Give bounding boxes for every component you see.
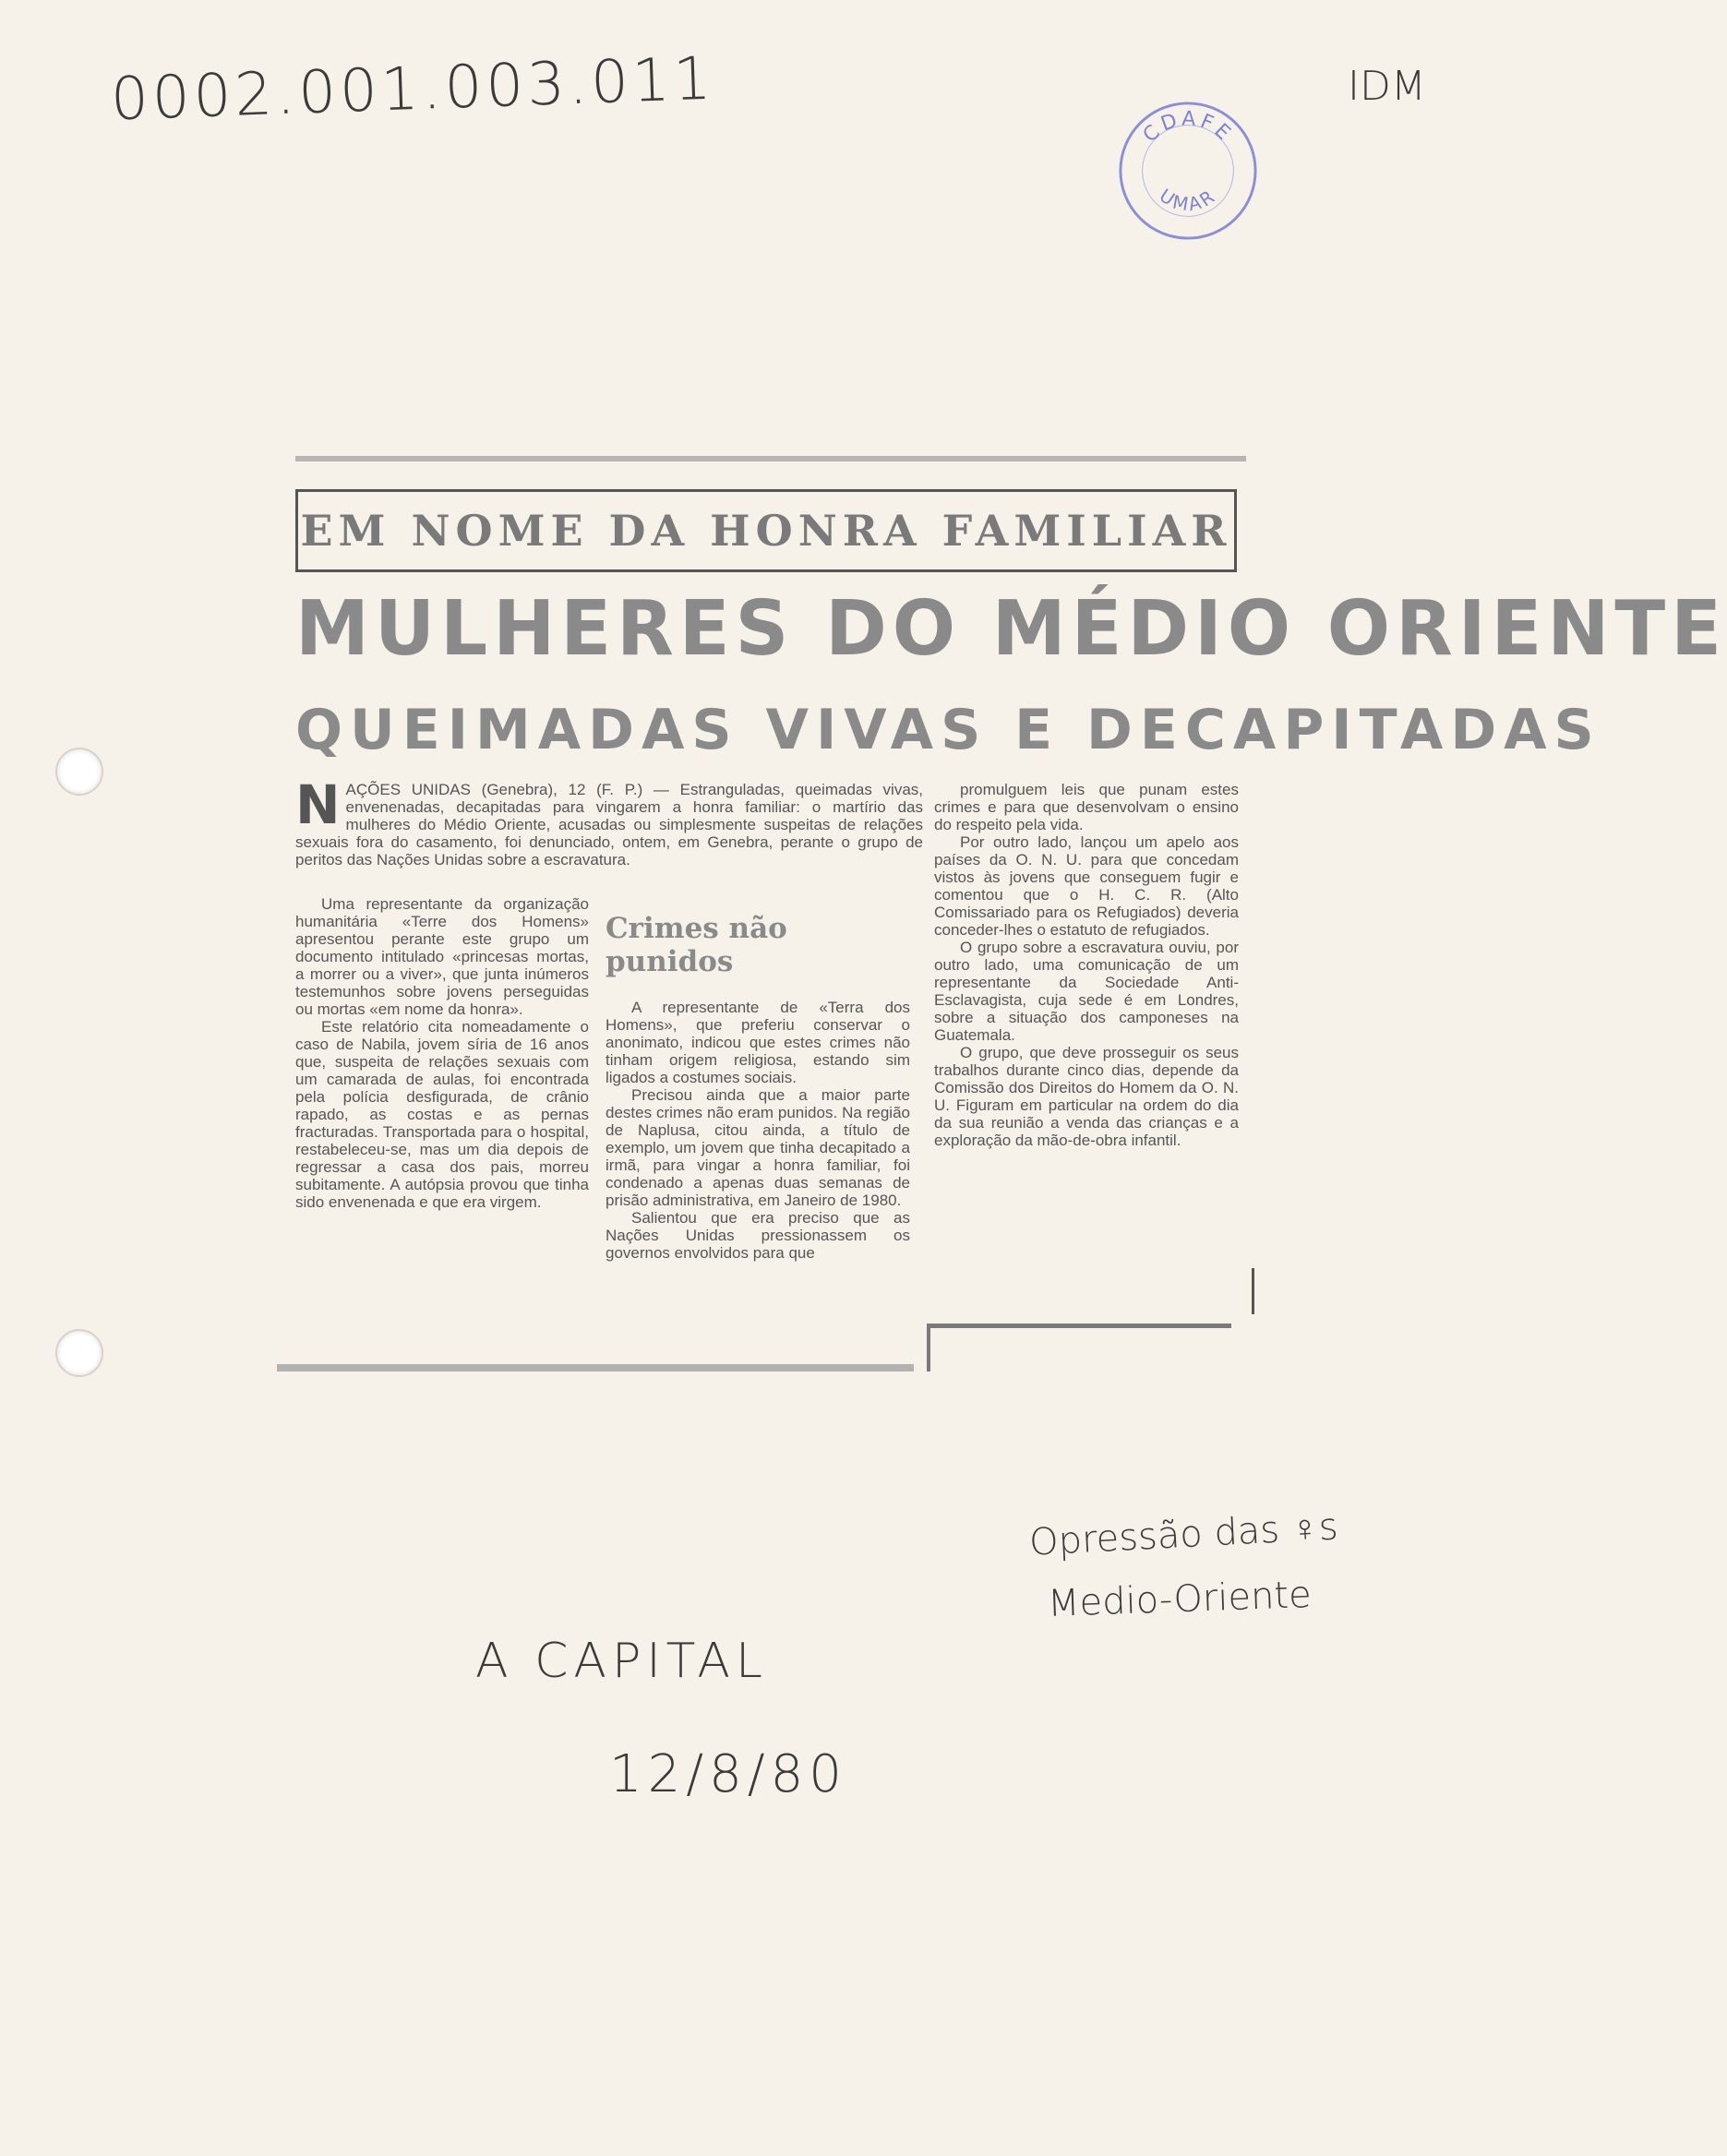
newspaper-clipping xyxy=(277,456,1727,1379)
svg-text:UMAR xyxy=(1156,185,1220,215)
drop-cap: N xyxy=(295,773,341,836)
punch-hole-lower xyxy=(55,1329,103,1377)
subheadline: QUEIMADAS VIVAS E DECAPITADAS xyxy=(295,698,1601,762)
corner-rule-vertical xyxy=(927,1324,930,1371)
headline: MULHERES DO MÉDIO ORIENTE xyxy=(295,585,1727,673)
column-1-paragraph-2: Este relatório cita nomeadamente o caso de Nabila, jovem síria de 16 anos que, suspeita de relações sexuais com um camarada de aulas, foi encontrada pela polícia desfigurada, de crânio rapado, as costas e as pernas fracturadas. Transportada para o hospital, restabeleceu-se, mas um dia depois de regressar a casa dos pais, morreu subitamente. A autópsia provou que tinha sido envenenada e que era virgem. xyxy=(295,1018,589,1211)
source-handwriting: A CAPITAL xyxy=(475,1634,768,1689)
cdafe-umar-stamp xyxy=(1115,98,1261,244)
stamp-bottom-text: UMAR xyxy=(1155,185,1221,216)
initials-handwriting: IDM xyxy=(1348,63,1426,110)
topic-note-line-2: Medio-Oriente xyxy=(1047,1574,1313,1625)
column-2-paragraph-3: Salientou que era preciso que as Nações Unidas pressionassem os governos envolvidos para que xyxy=(606,1209,910,1262)
column-1-paragraph-1: Uma representante da organização humanitária «Terre dos Homens» apresentou perante este grupo um documento intitulado «princesas mortas, a morrer ou a viver», que junta inúmeros testemunhos sobre jovens perseguidas ou mortas «em nome da honra». xyxy=(295,895,589,1018)
column-edge-rule xyxy=(1252,1268,1254,1314)
date-handwriting: 12/8/80 xyxy=(609,1744,847,1804)
stamp-top-text: CDAFE xyxy=(1138,107,1238,148)
lead-paragraph xyxy=(295,773,923,868)
lead-text: AÇÕES UNIDAS (Genebra), 12 (F. P.) — Estranguladas, queimadas vivas, envenenadas, decapitadas para vingarem a honra familiar: o martírio das mulheres do Médio Oriente, acusadas ou simplesmente suspeitas de relações sexuais fora do casamento, foi denunciado, ontem, em Genebra, perante o grupo de peritos das Nações Unidas sobre a escravatura. xyxy=(295,781,923,868)
crosshead: Crimes não punidos xyxy=(606,912,787,978)
archive-code-handwriting: 0002.001.003.011 xyxy=(109,44,716,135)
column-2-paragraph-2: Precisou ainda que a maior parte destes crimes não eram punidos. Na região de Naplusa, citou ainda, a título de exemplo, um jovem que tinha decapitado a irmã, para vingar a honra familiar, foi condenado a apenas duas semanas de prisão administrativa, em Janeiro de 1980. xyxy=(606,1086,910,1209)
corner-rule-horizontal xyxy=(927,1324,1231,1328)
kicker: EM NOME DA HONRA FAMILIAR xyxy=(300,506,1232,556)
column-3-paragraph-1: promulguem leis que punam estes crimes e para que desenvolvam o ensino do respeito pela vida. xyxy=(934,781,1239,833)
column-3-paragraph-3: O grupo sobre a escravatura ouviu, por outro lado, uma comunicação de um representante da Sociedade Anti-Esclavagista, cuja sede é em Londres, sobre a situação dos camponeses na Guatemala. xyxy=(934,939,1239,1044)
column-3-paragraph-4: O grupo, que deve prosseguir os seus trabalhos durante cinco dias, depende da Comissão dos Direitos do Homem da O. N. U. Figuram em particular na ordem do dia da sua reunião a venda das crianças e a exploração da mão-de-obra infantil. xyxy=(934,1044,1239,1149)
column-2 xyxy=(606,999,910,1262)
kicker-box xyxy=(295,489,1237,572)
column-3-paragraph-2: Por outro lado, lançou um apelo aos países da O. N. U. para que concedam vistos às jovens que conseguem fugir e comentou que o H. C. R. (Alto Comissariado para os Refugiados) deveria conceder-lhes o estatuto de refugiados. xyxy=(934,833,1239,939)
column-3 xyxy=(934,781,1239,1149)
punch-hole-upper xyxy=(55,748,103,796)
top-rule xyxy=(295,456,1246,461)
column-2-paragraph-1: A representante de «Terra dos Homens», que preferiu conservar o anonimato, indicou que estes crimes não tinham origem religiosa, estando sim ligados a costumes sociais. xyxy=(606,999,910,1086)
topic-note-line-1: Opressão das ♀s xyxy=(1028,1505,1339,1564)
bottom-rule xyxy=(277,1364,914,1371)
column-1 xyxy=(295,895,589,1211)
